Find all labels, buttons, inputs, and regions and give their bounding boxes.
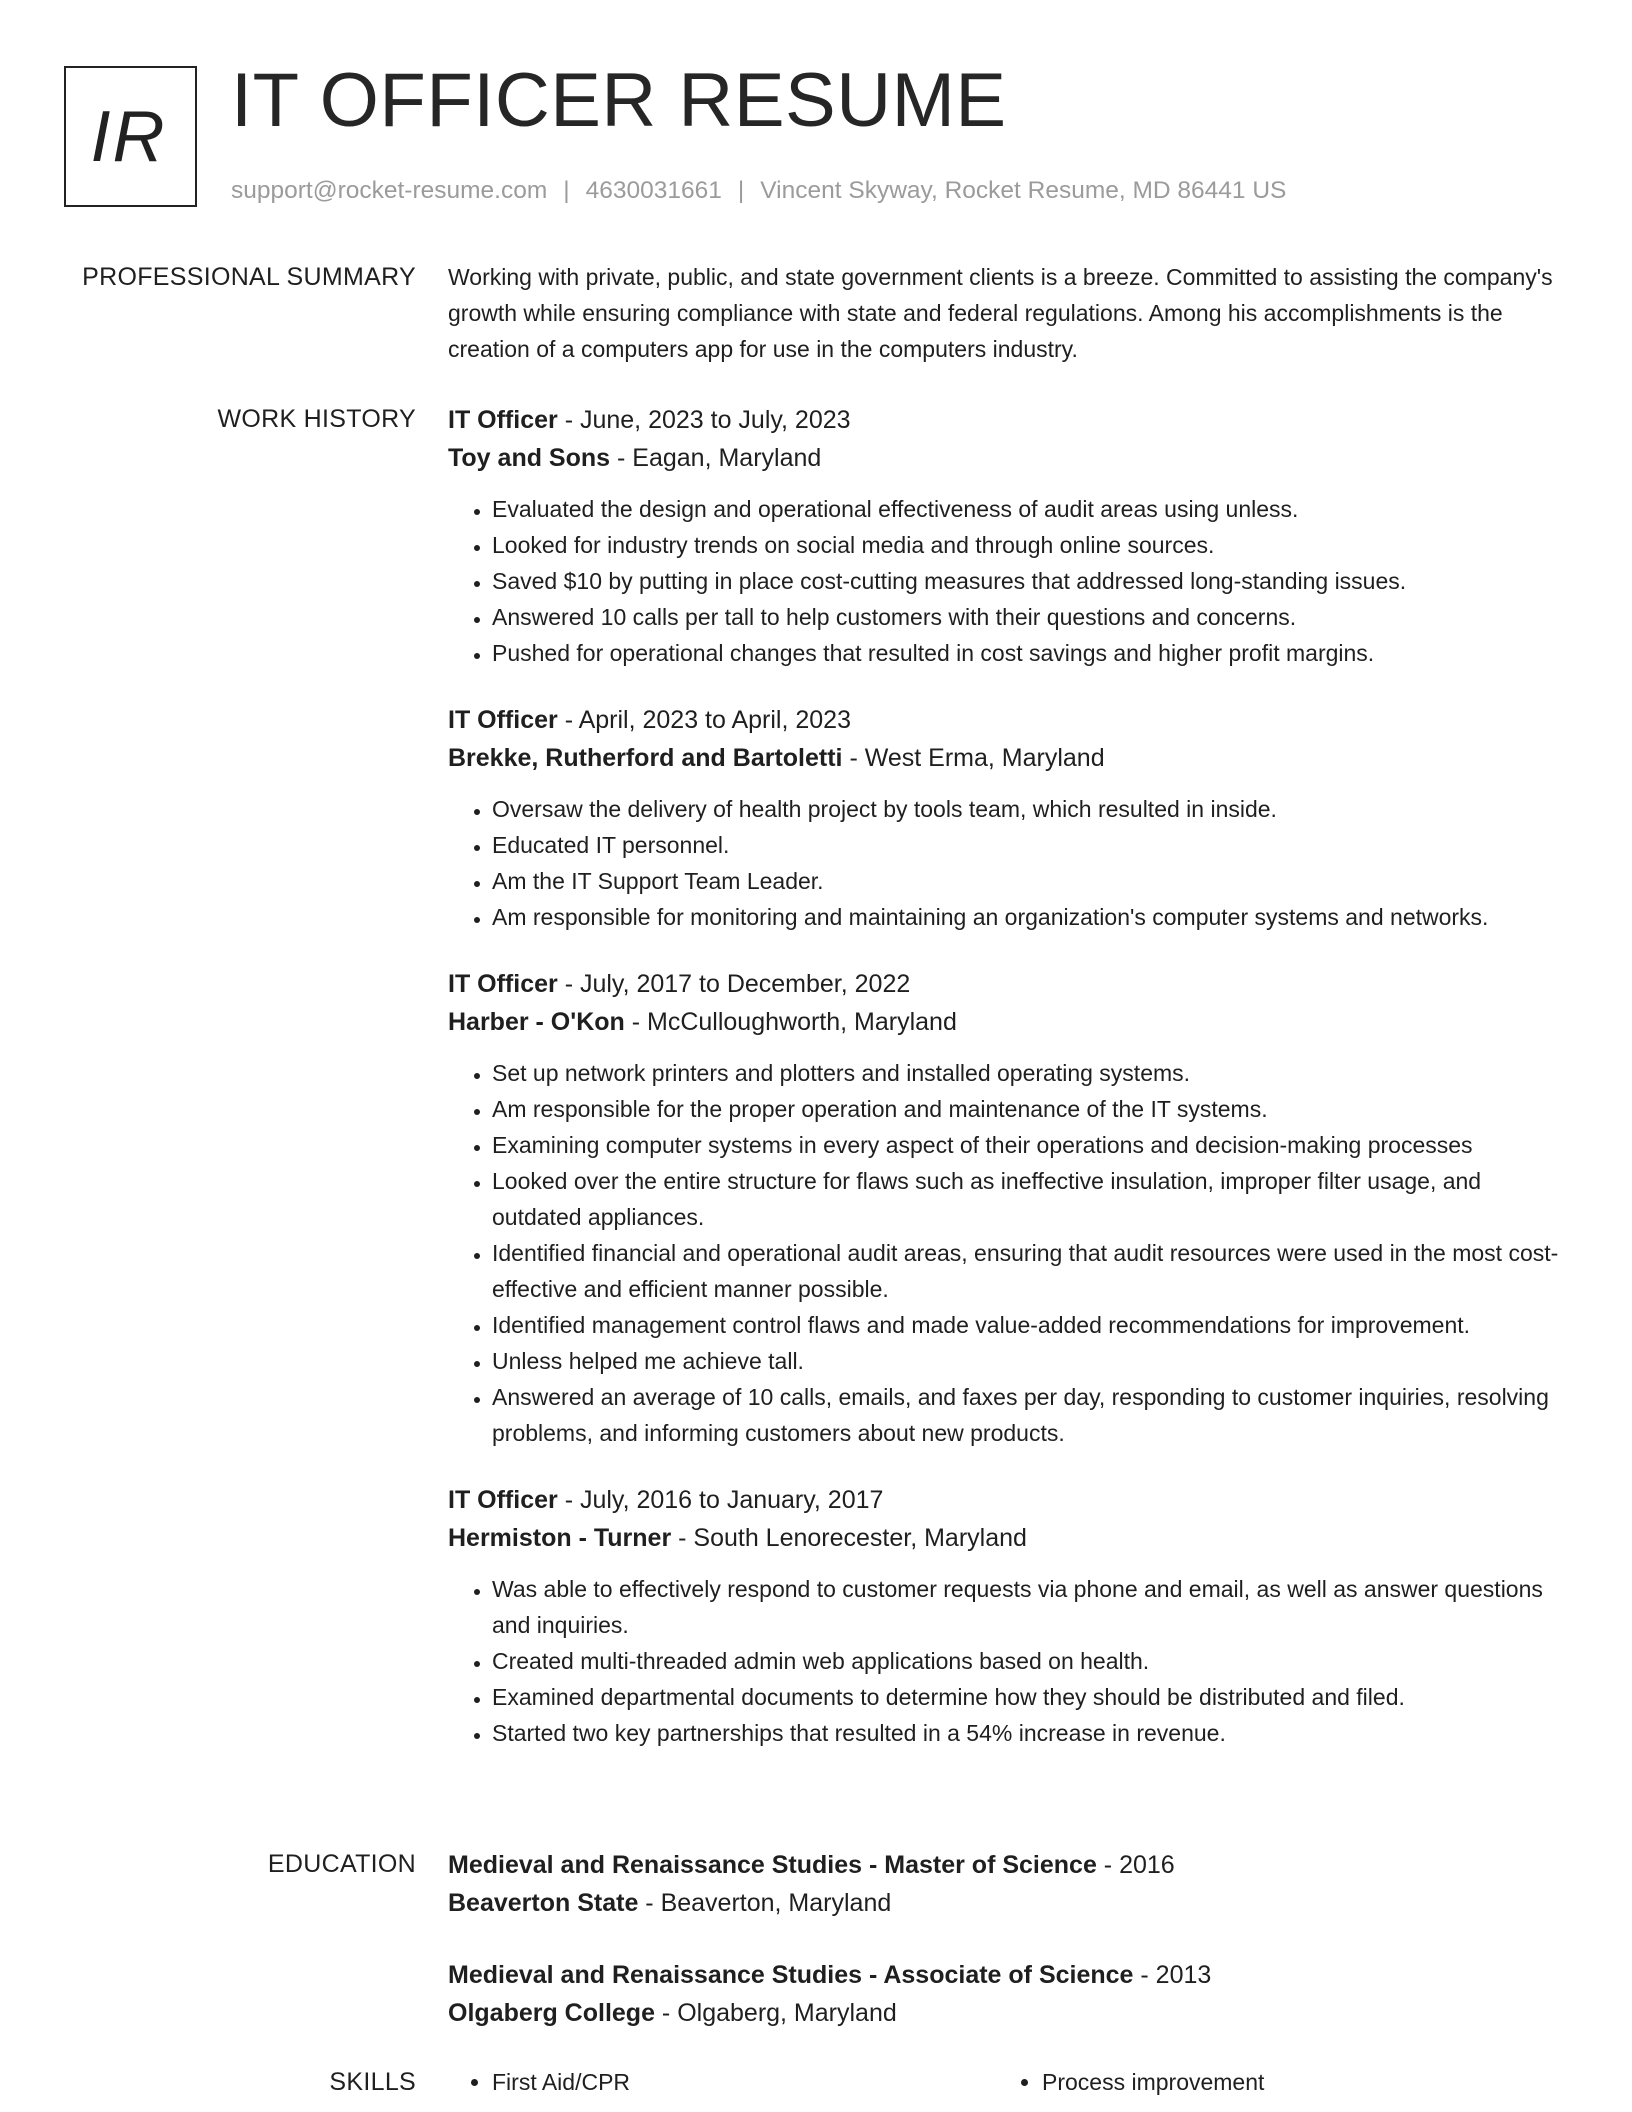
contact-line (231, 174, 1286, 208)
job-bullet: • Set up network printers and plotters and installed operating systems. (492, 1055, 1568, 1091)
job-entry (448, 401, 1568, 671)
job-bullet: • Looked over the entire structure for flaws such as ineffective insulation, improper filter usage, and outdated appliances. (492, 1163, 1568, 1235)
monogram-box (64, 66, 197, 207)
job-bullet: • Educated IT personnel. (492, 827, 1568, 863)
job-bullet: • Created multi-threaded admin web applications based on health. (492, 1643, 1568, 1679)
section-label-summary: PROFESSIONAL SUMMARY (82, 263, 416, 291)
education-school: Beaverton State (448, 1889, 639, 1917)
education-entry (448, 1956, 1568, 2032)
job-dates: - July, 2016 to January, 2017 (557, 1486, 884, 1514)
job-bullet: • Am the IT Support Team Leader. (492, 863, 1568, 899)
job-bullet: • Was able to effectively respond to customer requests via phone and email, as well as answer questions and inquiries. (492, 1571, 1568, 1643)
summary-body (448, 259, 1568, 367)
job-bullet: • Am responsible for monitoring and maintaining an organization's computer systems and networks. (492, 899, 1568, 935)
skills-grid (448, 2064, 1568, 2100)
job-company-line (448, 439, 1568, 477)
work-history-body (448, 401, 1568, 1781)
job-bullet-list (448, 491, 1568, 671)
job-bullet-list (448, 1055, 1568, 1451)
job-title-line (448, 701, 1568, 739)
job-bullet: • Evaluated the design and operational effectiveness of audit areas using unless. (492, 491, 1568, 527)
job-bullet: • Am responsible for the proper operation and maintenance of the IT systems. (492, 1091, 1568, 1127)
job-bullet: • Examining computer systems in every aspect of their operations and decision-making processes (492, 1127, 1568, 1163)
section-label-work-history: WORK HISTORY (217, 405, 416, 433)
summary-text: Working with private, public, and state government clients is a breeze. Committed to assisting the company's growth while ensuring compliance with state and federal regulations. Among his accomplishments is the creation of a computers app for use in the computers industry. (448, 264, 1553, 362)
job-bullet: • Looked for industry trends on social media and through online sources. (492, 527, 1568, 563)
contact-address: Vincent Skyway, Rocket Resume, MD 86441 US (760, 177, 1287, 204)
job-dates: - July, 2017 to December, 2022 (557, 970, 911, 998)
job-title: IT Officer (448, 406, 558, 434)
education-school-line (448, 1884, 1568, 1922)
job-bullet: • Identified management control flaws and made value-added recommendations for improvement. (492, 1307, 1568, 1343)
job-title-line (448, 1481, 1568, 1519)
skill-item: • First Aid/CPR (492, 2064, 998, 2100)
job-bullet: • Answered an average of 10 calls, emails, and faxes per day, responding to customer inquiries, resolving problems, and informing customers about new products. (492, 1379, 1568, 1451)
skills-list-right (998, 2064, 1548, 2100)
contact-email[interactable]: support@rocket-resume.com (231, 177, 548, 204)
job-company: Toy and Sons (448, 444, 611, 472)
education-degree-line (448, 1846, 1568, 1884)
resume-title: IT OFFICER RESUME (231, 58, 1007, 143)
job-bullet: • Unless helped me achieve tall. (492, 1343, 1568, 1379)
education-degree: Medieval and Renaissance Studies - Master of Science (448, 1851, 1097, 1879)
job-company: Brekke, Rutherford and Bartoletti (448, 744, 843, 772)
job-bullet: • Identified financial and operational audit areas, ensuring that audit resources were used in the most cost-effective and efficient manner possible. (492, 1235, 1568, 1307)
job-company-line (448, 1003, 1568, 1041)
education-body (448, 1846, 1568, 2066)
education-location: - Olgaberg, Maryland (654, 1999, 897, 2027)
education-location: - Beaverton, Maryland (638, 1889, 892, 1917)
contact-phone[interactable]: 4630031661 (585, 177, 722, 204)
job-bullet: • Saved $10 by putting in place cost-cutting measures that addressed long-standing issues. (492, 563, 1568, 599)
section-label-skills: SKILLS (329, 2068, 416, 2096)
job-title: IT Officer (448, 970, 558, 998)
job-bullet: • Oversaw the delivery of health project by tools team, which resulted in inside. (492, 791, 1568, 827)
job-title: IT Officer (448, 1486, 558, 1514)
job-bullet: • Answered 10 calls per tall to help customers with their questions and concerns. (492, 599, 1568, 635)
job-location: - South Lenorecester, Maryland (671, 1524, 1027, 1552)
job-title: IT Officer (448, 706, 558, 734)
job-company-line (448, 1519, 1568, 1557)
education-year: - 2013 (1133, 1961, 1212, 1989)
skill-item: • Process improvement (1042, 2064, 1548, 2100)
education-degree: Medieval and Renaissance Studies - Associate of Science (448, 1961, 1134, 1989)
job-company-line (448, 739, 1568, 777)
job-company: Harber - O'Kon (448, 1008, 625, 1036)
job-entry (448, 1481, 1568, 1751)
skills-body (448, 2064, 1568, 2100)
job-location: - Eagan, Maryland (610, 444, 822, 472)
job-entry (448, 701, 1568, 935)
education-school-line (448, 1994, 1568, 2032)
job-bullet: • Examined departmental documents to determine how they should be distributed and filed. (492, 1679, 1568, 1715)
job-bullet: • Started two key partnerships that resulted in a 54% increase in revenue. (492, 1715, 1568, 1751)
skills-list-left (448, 2064, 998, 2100)
job-dates: - June, 2023 to July, 2023 (557, 406, 851, 434)
education-year: - 2016 (1096, 1851, 1175, 1879)
job-bullet-list (448, 791, 1568, 935)
job-location: - West Erma, Maryland (842, 744, 1105, 772)
job-location: - McCulloughworth, Maryland (624, 1008, 957, 1036)
job-title-line (448, 401, 1568, 439)
job-company: Hermiston - Turner (448, 1524, 672, 1552)
job-bullet: • Pushed for operational changes that resulted in cost savings and higher profit margins. (492, 635, 1568, 671)
job-title-line (448, 965, 1568, 1003)
section-label-education: EDUCATION (267, 1850, 416, 1878)
education-school: Olgaberg College (448, 1999, 655, 2027)
job-entry (448, 965, 1568, 1451)
job-dates: - April, 2023 to April, 2023 (557, 706, 851, 734)
education-entry (448, 1846, 1568, 1922)
education-degree-line (448, 1956, 1568, 1994)
job-bullet-list (448, 1571, 1568, 1751)
monogram-initials: IR (90, 96, 167, 177)
contact-separator: | (563, 177, 570, 204)
contact-separator: | (737, 177, 745, 204)
